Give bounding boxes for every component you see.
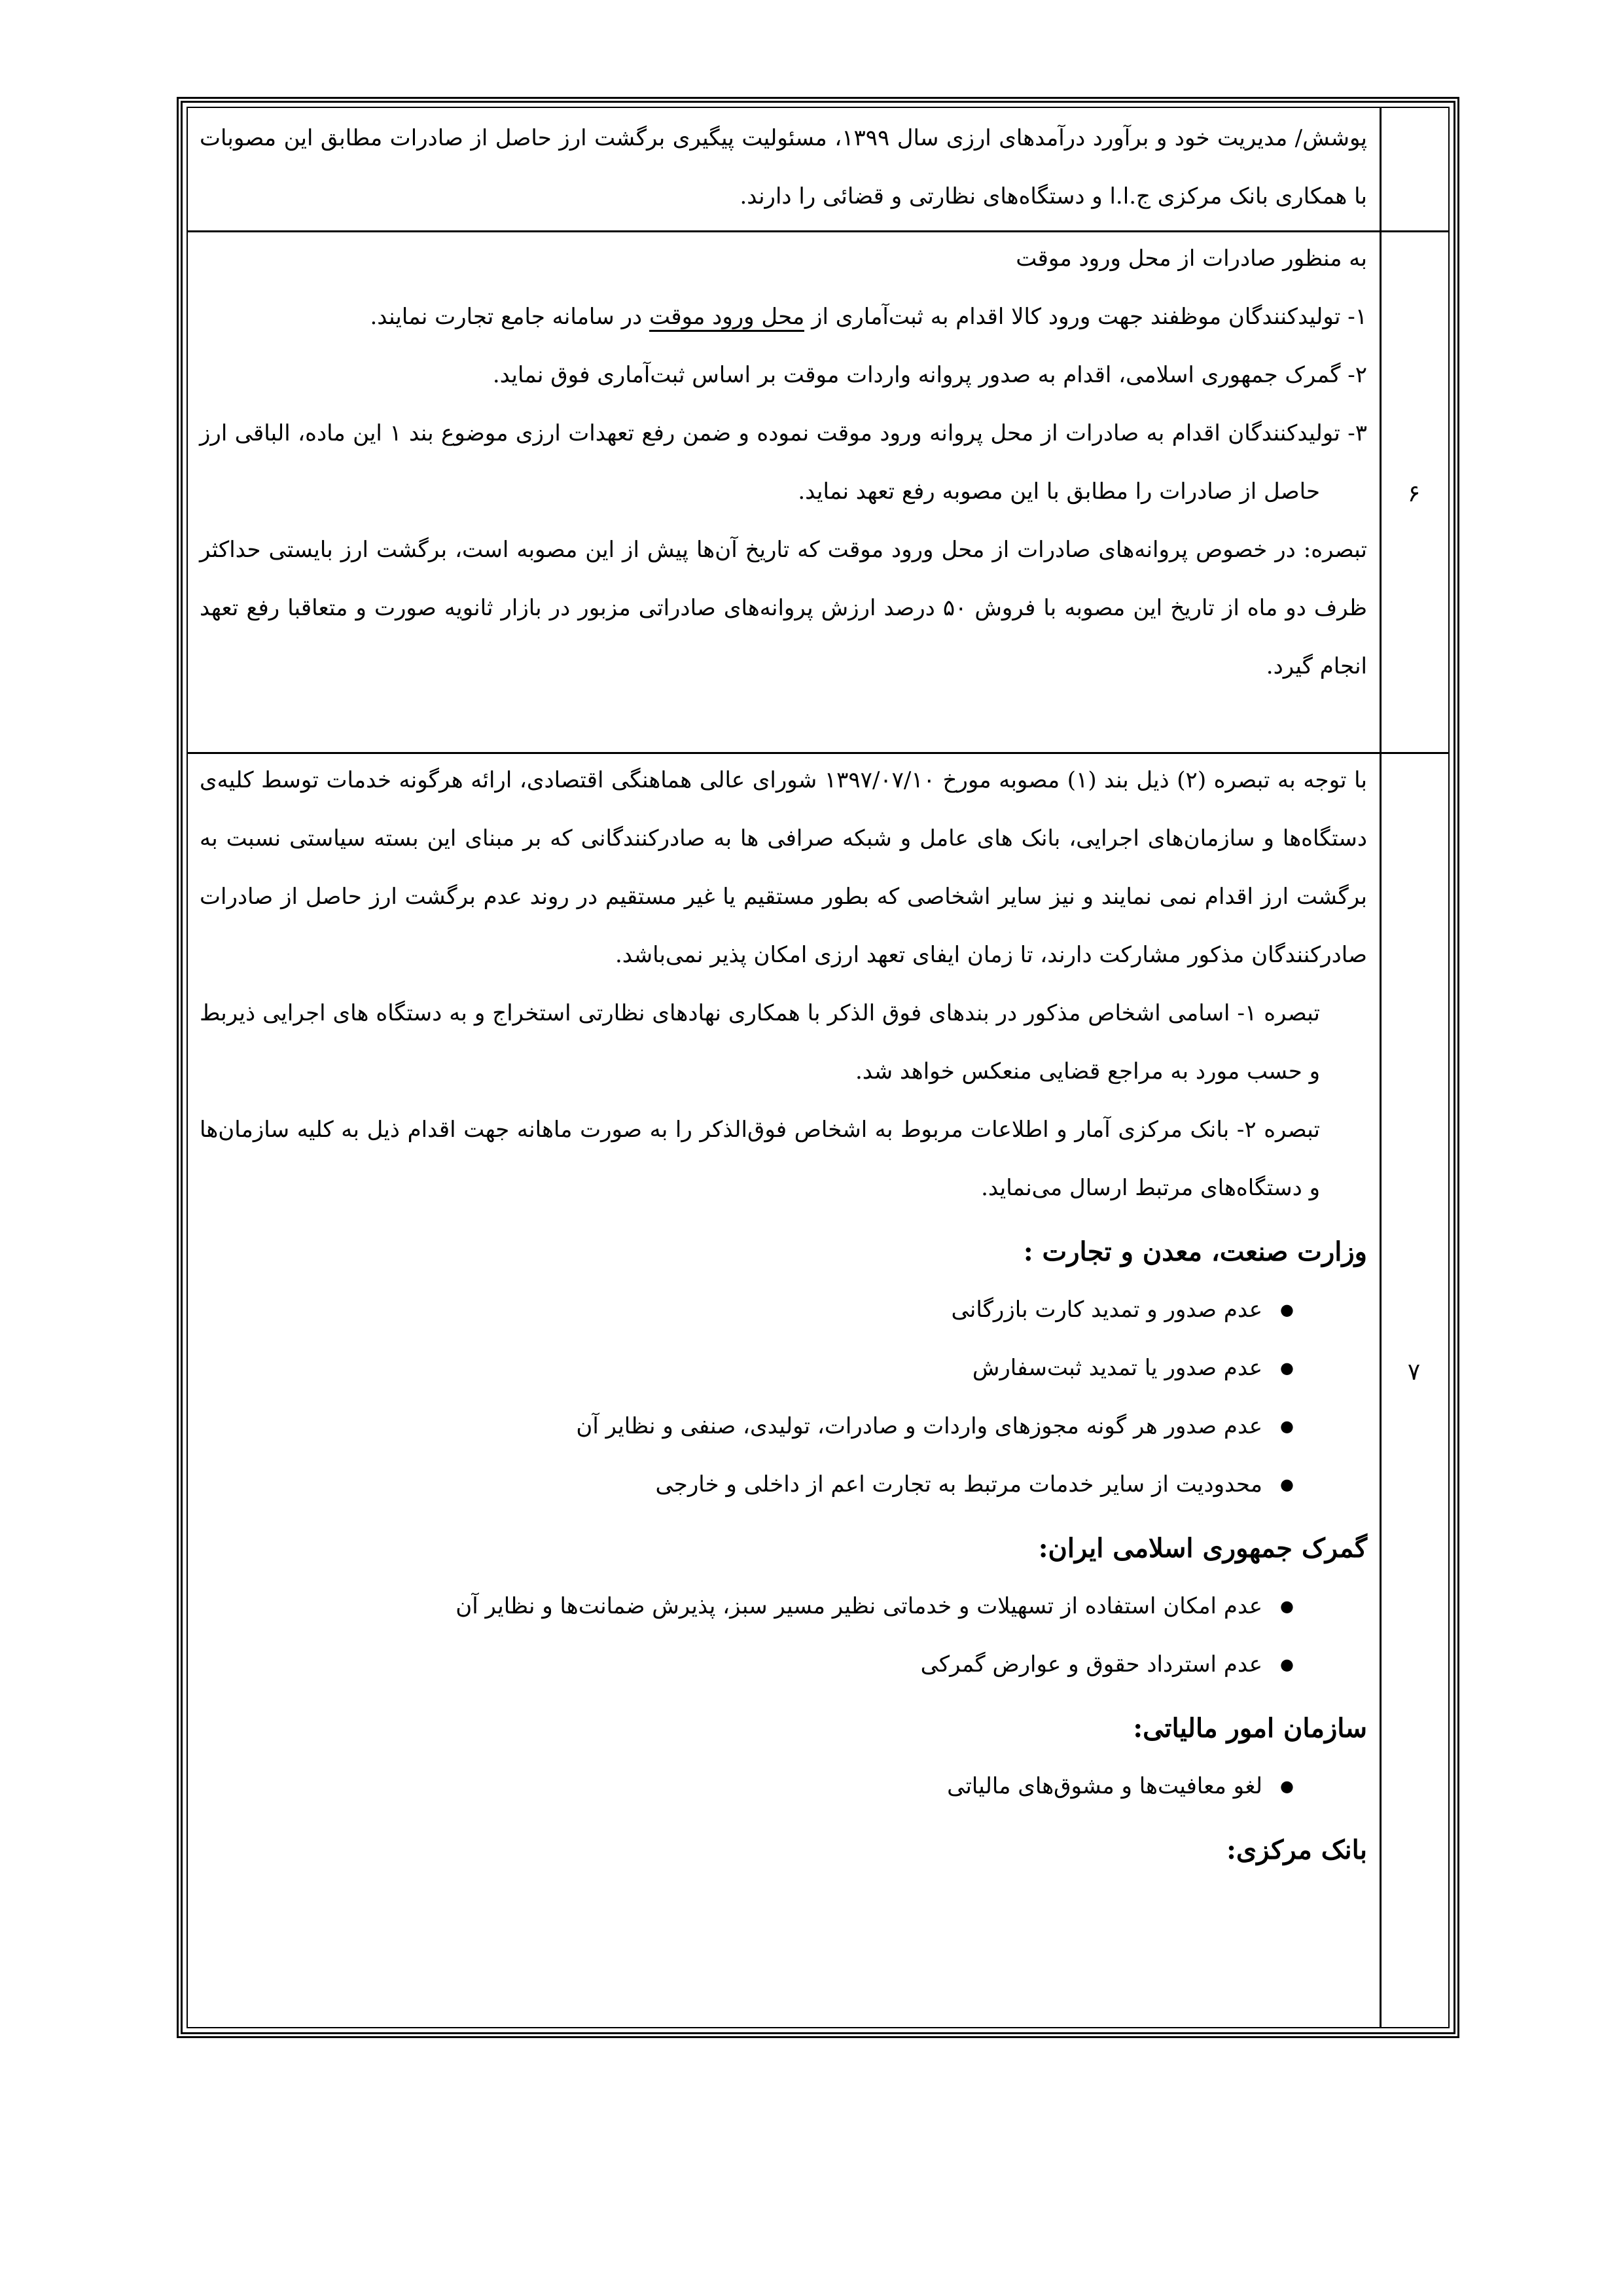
row6-intro: به منظور صادرات از محل ورود موقت (1016, 245, 1367, 272)
table-row-7 (188, 754, 1448, 2027)
row-number-cell (1380, 108, 1448, 230)
list-item: ● عدم امکان استفاده از تسهیلات و خدماتی نظیر مسیر سبز، پذیرش ضمانت‌ها و نظایر آن (200, 1577, 1367, 1636)
row7-paragraph: با توجه به تبصره (۲) ذیل بند (۱) مصوبه مورخ ۱۳۹۷/۰۷/۱۰ شورای عالی هماهنگی اقتصادی، ارائه هرگونه خدمات توسط کلیه‌ی دستگاه‌ها و سازمان‌های اجرایی، بانک های عامل و شبکه صرافی ها به صادرکنندگانی که بر مبنای این بسته سیاستی نسبت به برگشت ارز اقدام نمی نمایند و نیز سایر اشخاصی که بطور مستقیم یا غیر مستقیم در روند عدم برگشت ارز حاصل از صادرات صادرکنندگان مذکور مشارکت دارند، تا زمان ایفای تعهد ارزی امکان پذیر نمی‌باشد. (200, 767, 1368, 968)
list-item: ● عدم صدور یا تمدید ثبت‌سفارش (200, 1339, 1367, 1397)
list-item: ● لغو معافیت‌ها و مشوق‌های مالیاتی (200, 1757, 1367, 1816)
row6-note: تبصره: در خصوص پروانه‌های صادرات از محل ورود موقت که تاریخ آن‌ها پیش از این مصوبه است، برگشت ارز بایستی حداکثر ظرف دو ماه از تاریخ این مصوبه با فروش ۵۰ درصد ارزش پروانه‌های صادراتی مزبور در بازار ثانویه صورت و متعاقبا رفع تعهد انجام گیرد. (200, 537, 1367, 679)
row7-note-1: تبصره ۱- اسامی اشخاص مذکور در بندهای فوق الذکر با همکاری نهادهای نظارتی استخراج و به دستگاه های اجرایی ذیربط و حسب مورد به مراجع قضایی منعکس خواهد شد. (200, 1000, 1320, 1085)
row-content (200, 751, 1367, 1879)
table-row-6 (188, 232, 1448, 754)
row6-item1-prefix: ۱- تولیدکنندگان موظفند جهت ورود کالا اقدام به ثبت‌آماری از (804, 304, 1367, 330)
document-table (187, 107, 1450, 2028)
customs-list (200, 1577, 1367, 1694)
row5-text: پوشش/ مدیریت خود و برآورد درآمدهای ارزی سال ۱۳۹۹، مسئولیت پیگیری برگشت ارز حاصل از صادرات مطابق این مصوبات با همکاری بانک مرکزی ج.ا.ا و دستگاه‌های نظارتی و قضائی را دارند. (200, 125, 1367, 209)
row7-note-2: تبصره ۲- بانک مرکزی آمار و اطلاعات مربوط به اشخاص فوق‌الذکر را به صورت ماهانه جهت اقدام ذیل به کلیه سازمان‌ها و دستگاه‌های مرتبط ارسال می‌نماید. (200, 1117, 1320, 1201)
table-row-5 (188, 108, 1448, 232)
list-item: ● عدم استرداد حقوق و عوارض گمرکی (200, 1636, 1367, 1694)
tax-heading: سازمان امور مالیاتی: (1133, 1713, 1367, 1744)
list-item: ● محدودیت از سایر خدمات مرتبط به تجارت اعم از داخلی و خارجی (200, 1456, 1367, 1514)
row6-item-3: ۳- تولیدکنندگان اقدام به صادرات از محل پروانه ورود موقت نموده و ضمن رفع تعهدات ارزی موضوع بند ۱ این ماده، الباقی ارز حاصل از صادرات را مطابق با این مصوبه رفع تعهد نماید. (200, 420, 1367, 505)
list-item: ● عدم صدور هر گونه مجوزهای واردات و صادرات، تولیدی، صنفی و نظایر آن (200, 1397, 1367, 1456)
row6-item-1 (200, 288, 1367, 346)
ministry-heading: وزارت صنعت، معدن و تجارت : (1023, 1236, 1367, 1267)
row-number: ۷ (1407, 1359, 1421, 1386)
tax-list (200, 1757, 1367, 1816)
document-frame (177, 97, 1459, 2038)
row-content (200, 230, 1367, 696)
row-number-cell (1380, 754, 1448, 2027)
row-number: ۶ (1407, 480, 1421, 507)
row6-item1-suffix: در سامانه جامع تجارت نمایند. (370, 304, 649, 330)
ministry-list (200, 1281, 1367, 1514)
row-content (200, 109, 1367, 226)
customs-heading: گمرک جمهوری اسلامی ایران: (1038, 1533, 1367, 1564)
row6-item1-underlined: محل ورود موقت (649, 304, 804, 332)
list-item: ● عدم صدور و تمدید کارت بازرگانی (200, 1281, 1367, 1339)
central-bank-heading: بانک مرکزی: (1226, 1835, 1367, 1865)
row6-item-2: ۲- گمرک جمهوری اسلامی، اقدام به صدور پروانه واردات موقت بر اساس ثبت‌آماری فوق نماید. (492, 362, 1367, 388)
